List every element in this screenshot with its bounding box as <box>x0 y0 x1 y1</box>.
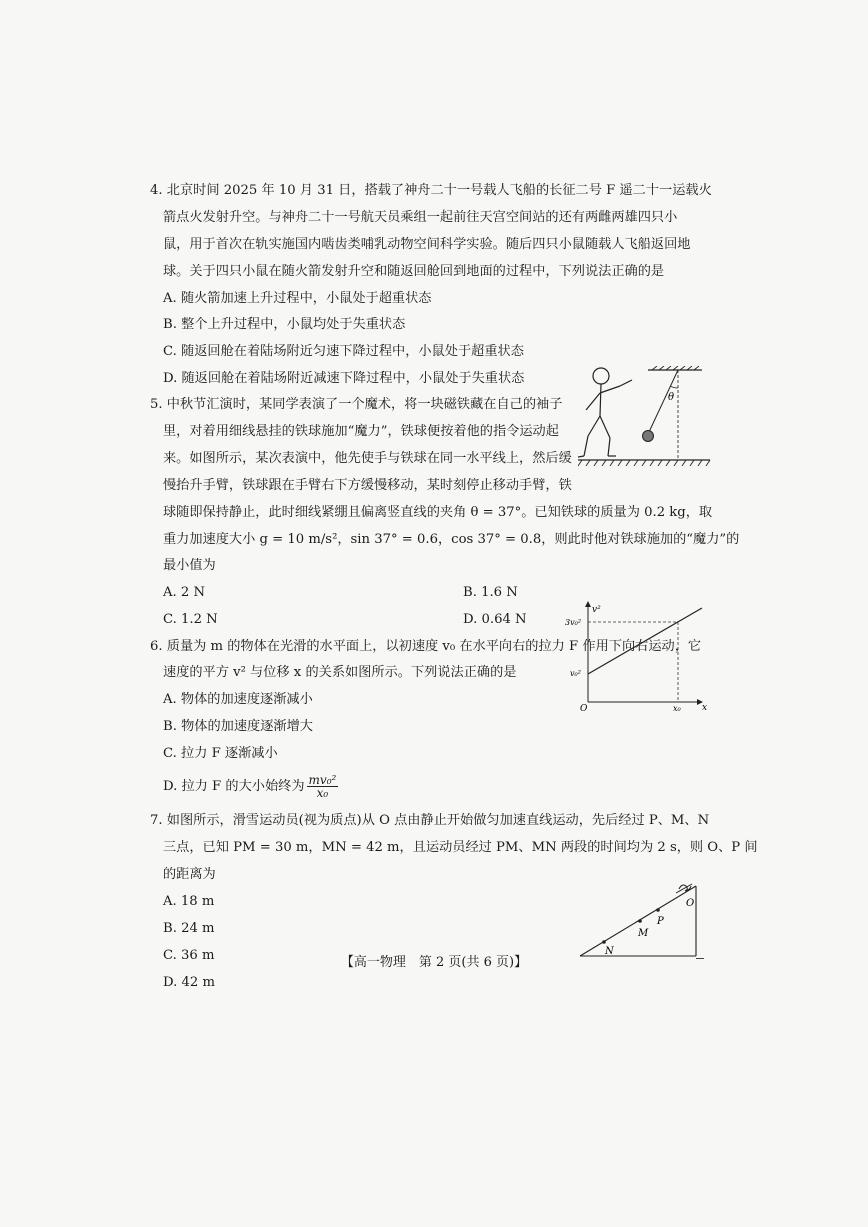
point-n-label: N <box>605 946 614 957</box>
q5-stem-line-4: 慢抬升手臂，铁球跟在手臂右下方缓慢移动，某时刻停止移动手臂，铁 <box>163 478 572 493</box>
origin-label: O <box>580 704 588 712</box>
q6-option-b: B. 物体的加速度逐渐增大 <box>163 719 313 734</box>
q5-option-a: A. 2 N <box>163 585 206 600</box>
q7-option-c: C. 36 m <box>163 948 215 963</box>
q4-stem-line-2: 箭点火发射升空。与神舟二十一号航天员乘组一起前往天宫空间站的还有两雌两雄四只小 <box>163 210 678 225</box>
point-o-label: O <box>686 898 695 909</box>
q7-stem-line-3: 的距离为 <box>163 867 216 882</box>
q6-option-d <box>163 772 338 802</box>
q7-option-a: A. 18 m <box>163 894 215 909</box>
q7-option-b: B. 24 m <box>163 921 215 936</box>
q4-option-a: A. 随火箭加速上升过程中，小鼠处于超重状态 <box>163 291 432 306</box>
q6-option-d-fraction <box>307 774 339 799</box>
fraction-denominator: x₀ <box>316 786 329 800</box>
x-axis-label: x <box>702 703 708 712</box>
q5-figure-magic-trick <box>578 366 713 474</box>
q7-option-d: D. 42 m <box>163 975 215 990</box>
q6-option-a: A. 物体的加速度逐渐减小 <box>163 692 313 707</box>
q6-figure-v2-x-graph <box>562 600 712 712</box>
q6-option-c: C. 拉力 F 逐渐减小 <box>163 746 278 761</box>
point-m-label: M <box>638 928 649 939</box>
q4-option-b: B. 整个上升过程中，小鼠均处于失重状态 <box>163 317 406 332</box>
q4-stem-line-1: 4. 北京时间 2025 年 10 月 31 日，搭载了神舟二十一号载人飞船的长征二号 F 遥二十一运载火 <box>150 183 712 198</box>
page-footer: 【高一物理 第 2 页(共 6 页)】 <box>340 955 528 970</box>
footer-mark <box>696 958 704 959</box>
q5-option-d: D. 0.64 N <box>463 612 527 627</box>
q7-stem-line-2: 三点，已知 PM = 30 m，MN = 42 m，且运动员经过 PM、MN 两段的时间均为 2 s，则 O、P 间 <box>163 840 758 855</box>
theta-label: θ <box>668 392 675 403</box>
q6-stem-line-1: 6. 质量为 m 的物体在光滑的水平面上，以初速度 v₀ 在水平向右的拉力 F 作用下向右运动，它 <box>150 639 702 654</box>
y-axis-label: v² <box>592 605 601 615</box>
q5-stem-line-1: 5. 中秋节汇演时，某同学表演了一个魔术，将一块磁铁藏在自己的袖子 <box>150 397 563 412</box>
q4-stem-line-4: 球。关于四只小鼠在随火箭发射升空和随返回舱回到地面的过程中，下列说法正确的是 <box>163 264 665 279</box>
y-tick-low: v₀² <box>570 669 581 678</box>
y-tick-top: 3v₀² <box>565 618 582 627</box>
q4-stem-line-3: 鼠，用于首次在轨实施国内啮齿类哺乳动物空间科学实验。随后四只小鼠随载人飞船返回地 <box>163 237 691 252</box>
q7-stem-line-1: 7. 如图所示，滑雪运动员(视为质点)从 O 点由静止开始做匀加速直线运动，先后经过 P、M、N <box>150 813 710 828</box>
q6-option-d-text: D. 拉力 F 的大小始终为 <box>163 779 305 794</box>
q5-stem-line-2: 里，对着用细线悬挂的铁球施加“魔力”，铁球便按着他的指令运动起 <box>163 424 559 439</box>
q5-stem-line-5: 球随即保持静止，此时细线紧绷且偏离竖直线的夹角 θ = 37°。已知铁球的质量为 0.2 kg，取 <box>163 505 713 520</box>
q5-stem-line-6: 重力加速度大小 g = 10 m/s²，sin 37° = 0.6，cos 37° = 0.8，则此时他对铁球施加的“魔力”的 <box>163 532 740 547</box>
q5-stem-line-7: 最小值为 <box>163 558 216 573</box>
q5-option-c: C. 1.2 N <box>163 612 218 627</box>
q6-stem-line-2: 速度的平方 v² 与位移 x 的关系如图所示。下列说法正确的是 <box>163 665 517 680</box>
point-p-label: P <box>657 916 664 927</box>
fraction-numerator: mv₀² <box>308 773 337 787</box>
x-tick: x₀ <box>673 704 681 712</box>
q7-figure-ski-slope <box>578 880 703 960</box>
q5-option-b: B. 1.6 N <box>463 585 518 600</box>
q5-stem-line-3: 来。如图所示，某次表演中，他先使手与铁球在同一水平线上，然后缓 <box>163 451 572 466</box>
q4-option-d: D. 随返回舱在着陆场附近减速下降过程中，小鼠处于失重状态 <box>163 371 525 386</box>
q4-option-c: C. 随返回舱在着陆场附近匀速下降过程中，小鼠处于超重状态 <box>163 344 524 359</box>
